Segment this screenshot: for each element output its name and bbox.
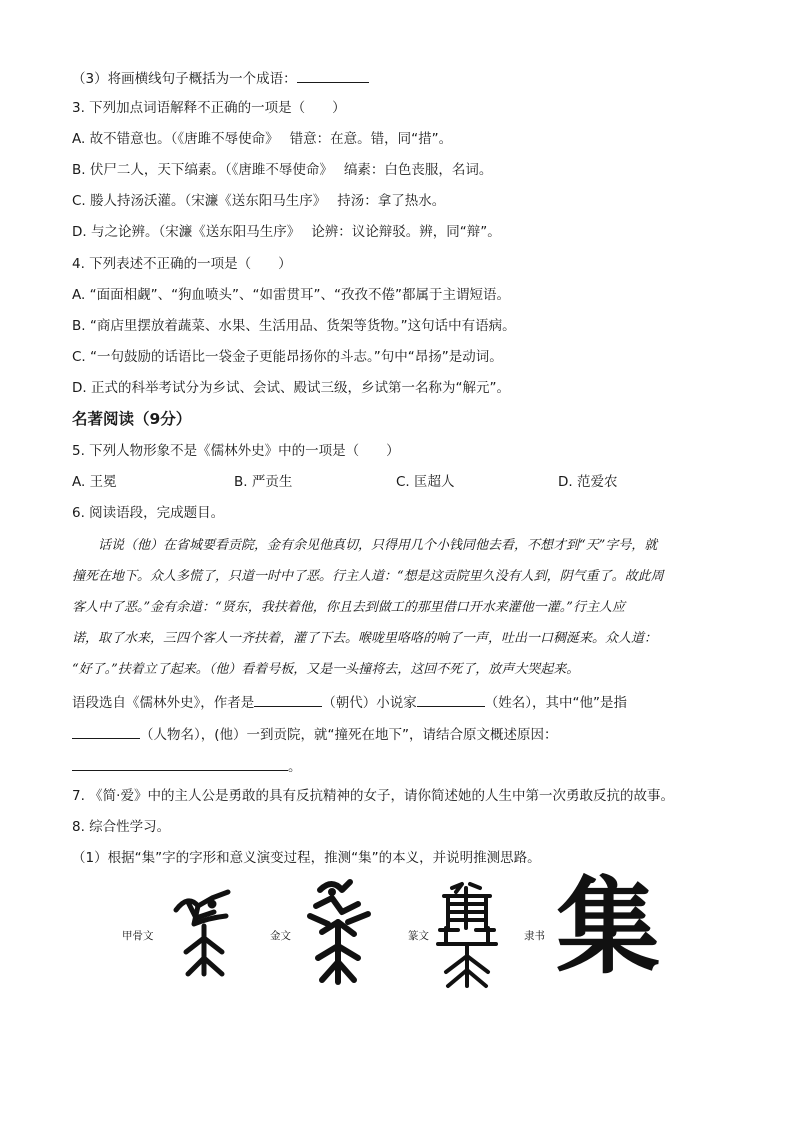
question-5-option-b: B. 严贡生: [234, 474, 293, 490]
question-3-option-d: D. 与之论辨。（宋濂《送东阳马生序》 论辨：议论辩驳。辨，同“辩”。: [72, 224, 501, 240]
question-3-stem: 3. 下列加点词语解释不正确的一项是（ ）: [72, 100, 346, 116]
label-bronze: 金文: [270, 930, 291, 942]
ask-text: （朝代）小说家: [322, 695, 417, 711]
question-8-sub-1: （1）根据“集”字的字形和意义演变过程，推测“集”的本义，并说明推测思路。: [72, 850, 541, 866]
question-8-stem: 8. 综合性学习。: [72, 819, 171, 835]
question-4-option-a: A. “面面相觑”、“狗血喷头”、“如雷贯耳”、“孜孜不倦”都属于主谓短语。: [72, 287, 511, 303]
section-title: 名著阅读（9分）: [72, 410, 192, 428]
label-seal: 篆文: [408, 930, 429, 942]
excerpt-line: 撞死在地下。众人多慌了，只道一时中了恶。行主人道：“想是这贡院里久没有人到，阴气重了。故此周: [72, 569, 664, 584]
question-5-option-d: D. 范爱农: [558, 474, 618, 490]
reading-excerpt: [72, 530, 722, 685]
answer-blank[interactable]: [297, 68, 369, 83]
ask-text: 。: [288, 759, 302, 775]
question-6-ask-line-2: [72, 724, 558, 744]
question-4-option-d: D. 正式的科举考试分为乡试、会试、殿试三级，乡试第一名称为“解元”。: [72, 380, 510, 396]
character-name-blank[interactable]: [72, 724, 140, 739]
question-6-ask-line-3: [72, 756, 302, 776]
question-4-stem: 4. 下列表述不正确的一项是（ ）: [72, 256, 292, 272]
question-6-stem: 6. 阅读语段，完成题目。: [72, 505, 225, 521]
question-4-option-c: C. “一句鼓励的话语比一袋金子更能昂扬你的斗志。”句中“昂扬”是动词。: [72, 349, 503, 365]
dynasty-blank[interactable]: [254, 692, 322, 707]
clerical-script-ji-glyph: 集: [556, 865, 661, 988]
question-7: 7. 《简·爱》中的主人公是勇敢的具有反抗精神的女子，请你简述她的人生中第一次勇敢反抗的故事。: [72, 788, 674, 804]
ask-text: （人物名），(他）一到贡院，就“撞死在地下”，请结合原文概述原因：: [140, 727, 558, 743]
excerpt-line: 诺，取了水来，三四个客人一齐扶着，灌了下去。喉咙里咯咯的响了一声，吐出一口稠涎来。众人道：: [72, 631, 658, 646]
excerpt-line: 客人中了恶。”金有余道：“贤东，我扶着他，你且去到做工的那里借口开水来灌他一灌。”行主人应: [72, 600, 625, 615]
question-2-3-text: （3）将画横线句子概括为一个成语：: [72, 71, 297, 87]
question-5-stem: 5. 下列人物形象不是《儒林外史》中的一项是（ ）: [72, 443, 400, 459]
reason-blank[interactable]: [72, 756, 288, 771]
question-2-3: [72, 68, 369, 88]
excerpt-line: 话说（他）在省城要看贡院，金有余见他真切，只得用几个小钱同他去看，不想才到“天”字号，就: [72, 538, 658, 553]
bronze-ji-glyph: [298, 876, 378, 988]
question-4-option-b: B. “商店里摆放着蔬菜、水果、生活用品、货架等货物。”这句话中有语病。: [72, 318, 516, 334]
oracle-bone-ji-glyph: [168, 888, 240, 980]
author-name-blank[interactable]: [417, 692, 485, 707]
question-3-option-c: C. 媵人持汤沃灌。（宋濂《送东阳马生序》 持汤：拿了热水。: [72, 193, 446, 209]
question-3-option-b: B. 伏尸二人，天下缟素。（《唐雎不辱使命》 缟素：白色丧服，名词。: [72, 162, 493, 178]
ask-text: 语段选自《儒林外史》，作者是: [72, 695, 255, 711]
label-clerical: 隶书: [524, 930, 545, 942]
question-5-option-c: C. 匡超人: [396, 474, 455, 490]
question-5-option-a: A. 王冕: [72, 474, 117, 490]
label-oracle-bone: 甲骨文: [122, 930, 154, 942]
ask-text: （姓名），其中“他”是指: [484, 695, 627, 711]
seal-script-ji-glyph: [434, 880, 500, 990]
question-3-option-a: A. 故不错意也。（《唐雎不辱使命》 错意：在意。错，同“措”。: [72, 131, 453, 147]
excerpt-line: “好了。”扶着立了起来。（他）看着号板，又是一头撞将去，这回不死了，放声大哭起来。: [72, 662, 580, 677]
question-6-ask-line-1: [72, 692, 627, 712]
